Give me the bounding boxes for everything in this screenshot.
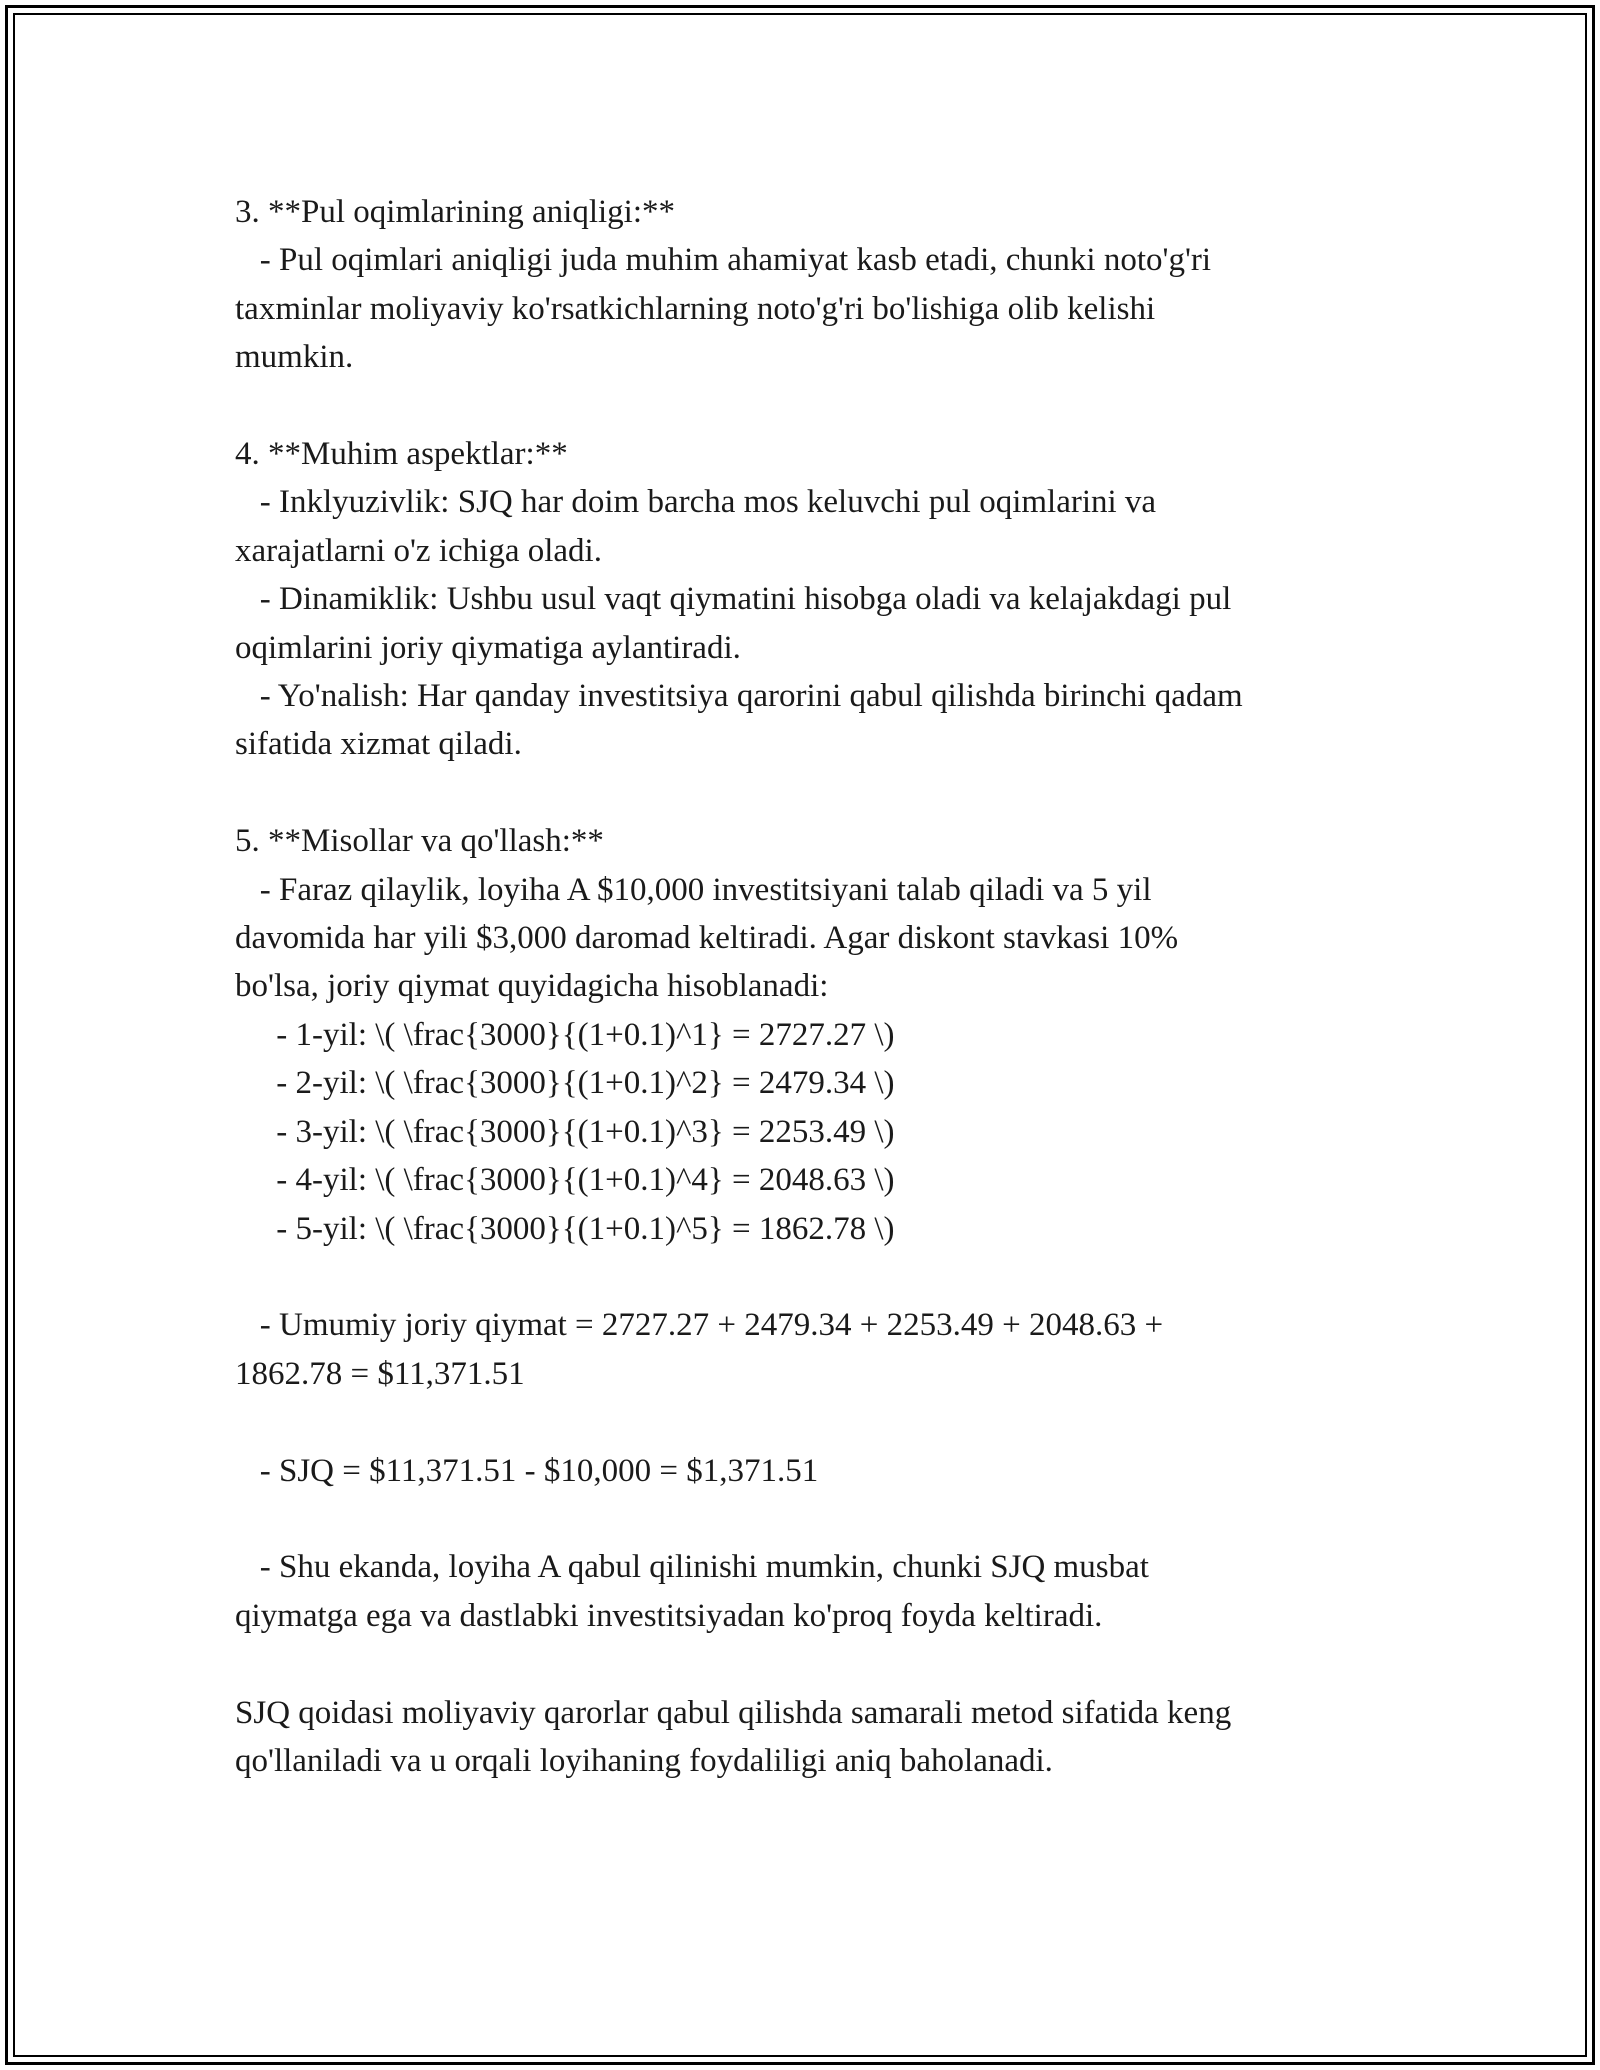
text-line: oqimlarini joriy qiymatiga aylantiradi. <box>235 629 741 666</box>
text-line: qo'llaniladi va u orqali loyihaning foydaliligi aniq baholanadi. <box>235 1742 1053 1779</box>
text-line: sifatida xizmat qiladi. <box>235 726 522 763</box>
text-line: - SJQ = $11,371.51 - $10,000 = $1,371.51 <box>235 1452 819 1489</box>
blank-line <box>235 1495 1385 1543</box>
text-line: - Shu ekanda, loyiha A qabul qilinishi mumkin, chunki SJQ musbat <box>235 1549 1149 1586</box>
text-line: SJQ qoidasi moliyaviy qarorlar qabul qilishda samarali metod sifatida keng <box>235 1694 1232 1731</box>
text-line: - Faraz qilaylik, loyiha A $10,000 investitsiyani talab qiladi va 5 yil <box>235 871 1152 908</box>
text-line: - 5-yil: \( \frac{3000}{(1+0.1)^5} = 1862.78 \) <box>235 1210 895 1247</box>
document-body <box>235 188 1385 1785</box>
text-line: mumkin. <box>235 339 354 376</box>
text-line: - 4-yil: \( \frac{3000}{(1+0.1)^4} = 2048.63 \) <box>235 1162 895 1199</box>
text-line: - 3-yil: \( \frac{3000}{(1+0.1)^3} = 2253.49 \) <box>235 1113 895 1150</box>
blank-line <box>235 1253 1385 1301</box>
text-line: 3. **Pul oqimlarining aniqligi:** <box>235 194 675 230</box>
blank-line <box>235 382 1385 430</box>
text-line: - 1-yil: \( \frac{3000}{(1+0.1)^1} = 2727.27 \) <box>235 1016 895 1053</box>
blank-line <box>235 769 1385 817</box>
text-line: - Yo'nalish: Har qanday investitsiya qarorini qabul qilishda birinchi qadam <box>235 678 1243 715</box>
blank-line <box>235 1640 1385 1688</box>
text-line: 5. **Misollar va qo'llash:** <box>235 823 604 860</box>
text-line: 1862.78 = $11,371.51 <box>235 1355 525 1392</box>
text-line: qiymatga ega va dastlabki investitsiyadan ko'proq foyda keltiradi. <box>235 1597 1103 1634</box>
text-line: - 2-yil: \( \frac{3000}{(1+0.1)^2} = 2479.34 \) <box>235 1065 895 1102</box>
text-line: xarajatlarni o'z ichiga oladi. <box>235 532 602 569</box>
text-line: - Dinamiklik: Ushbu usul vaqt qiymatini hisobga oladi va kelajakdagi pul <box>235 581 1232 618</box>
text-line: - Umumiy joriy qiymat = 2727.27 + 2479.34 + 2253.49 + 2048.63 + <box>235 1307 1164 1344</box>
blank-line <box>235 1398 1385 1446</box>
text-line: taxminlar moliyaviy ko'rsatkichlarning noto'g'ri bo'lishiga olib kelishi <box>235 290 1156 327</box>
text-line: davomida har yili $3,000 daromad keltiradi. Agar diskont stavkasi 10% <box>235 920 1179 957</box>
text-line: 4. **Muhim aspektlar:** <box>235 436 568 473</box>
text-line: - Inklyuzivlik: SJQ har doim barcha mos keluvchi pul oqimlarini va <box>235 484 1157 521</box>
text-line: - Pul oqimlari aniqligi juda muhim ahamiyat kasb etadi, chunki noto'g'ri <box>235 242 1212 279</box>
text-line: bo'lsa, joriy qiymat quyidagicha hisoblanadi: <box>235 968 829 1005</box>
